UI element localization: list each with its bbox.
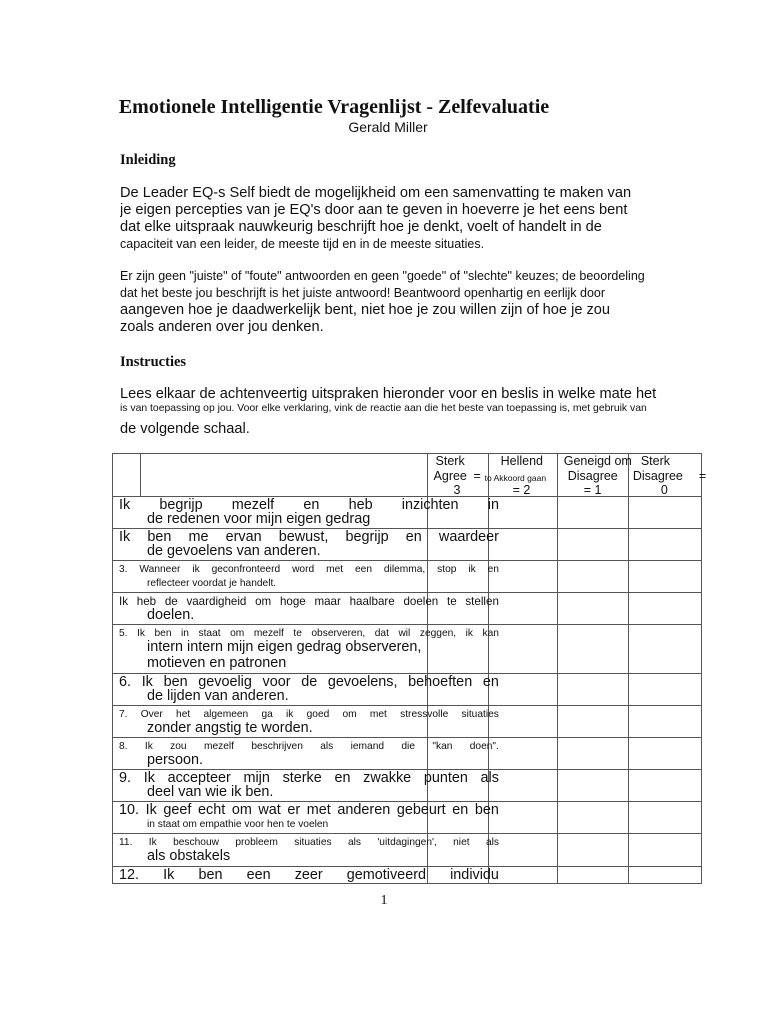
table-row bbox=[113, 593, 702, 625]
statement-word: in bbox=[487, 497, 499, 513]
instructions-line: de volgende schaal. bbox=[120, 421, 250, 437]
statement-word: en bbox=[303, 497, 320, 513]
statement-word: mijn bbox=[243, 770, 270, 786]
statement-word: als bbox=[347, 837, 361, 848]
statement-cell bbox=[113, 770, 499, 802]
statement-word: goed bbox=[306, 709, 330, 720]
statement-word: die bbox=[401, 741, 415, 752]
instructions-line: Lees elkaar de achtenveertig uitspraken hieronder voor en beslis in welke mate het bbox=[120, 386, 657, 402]
statement-cell bbox=[113, 593, 499, 625]
statement-word: 9. bbox=[119, 770, 132, 786]
statement-word: Over bbox=[140, 709, 163, 720]
statement-word: ik bbox=[192, 564, 200, 575]
instructions-line: is van toepassing op jou. Voor elke verklaring, vink de reactie aan die het beste van toepassing is, met gebruik van bbox=[120, 403, 647, 414]
statement-word: bewust, bbox=[278, 529, 329, 545]
statement-word: gevoelig bbox=[198, 674, 252, 690]
statement-word: begrijp bbox=[345, 529, 389, 545]
statement-word: zeer bbox=[294, 867, 323, 883]
statement-word: kan bbox=[482, 628, 499, 639]
table-row bbox=[113, 738, 702, 770]
rating-checkbox-cell[interactable] bbox=[557, 802, 628, 834]
statement-word: situaties bbox=[294, 837, 332, 848]
rating-checkbox-cell[interactable] bbox=[557, 625, 628, 674]
rating-checkbox-cell[interactable] bbox=[628, 561, 701, 593]
rating-checkbox-cell[interactable] bbox=[557, 770, 628, 802]
rating-checkbox-cell[interactable] bbox=[628, 834, 701, 867]
intro-line: je eigen percepties van je EQ's door aan te geven in hoeverre je het eens bent bbox=[120, 202, 628, 218]
statement-word: beschouw bbox=[173, 837, 219, 848]
statement-continuation: doelen. bbox=[147, 607, 195, 623]
statement-word: beschrijven bbox=[251, 741, 303, 752]
statement-word: algemeen bbox=[203, 709, 249, 720]
statement-word: "kan bbox=[432, 741, 453, 752]
statement-word: met bbox=[326, 564, 344, 575]
statement-word: maar bbox=[314, 595, 341, 608]
statement-word: ben bbox=[147, 529, 172, 545]
statement-word: punten bbox=[423, 770, 468, 786]
statement-word: heb bbox=[136, 595, 157, 608]
header-strongly-disagree: Sterk Disagree = 0 bbox=[628, 454, 701, 497]
statement-word: 8. bbox=[119, 741, 128, 752]
statement-word: ben bbox=[154, 628, 172, 639]
statement-word: sterke bbox=[282, 770, 322, 786]
statement-word: het bbox=[176, 709, 191, 720]
table-header-row bbox=[113, 454, 702, 497]
statement-word: gemotiveerd bbox=[346, 867, 426, 883]
statement-word: 'uitdagingen', bbox=[377, 837, 437, 848]
statement-word: Ik bbox=[119, 529, 131, 545]
table-row bbox=[113, 834, 702, 867]
statement-word: mezelf bbox=[231, 497, 275, 513]
statement-word: ervan bbox=[225, 529, 262, 545]
statement-word: ben bbox=[474, 802, 499, 818]
statement-continuation: als obstakels bbox=[147, 848, 231, 864]
statement-word: Ik bbox=[163, 867, 175, 883]
table-row bbox=[113, 867, 702, 884]
statement-word: met bbox=[369, 709, 387, 720]
statement-cell bbox=[113, 529, 499, 561]
statement-word: 7. bbox=[119, 709, 128, 720]
statement-word: Ik bbox=[119, 497, 131, 513]
table-row bbox=[113, 770, 702, 802]
statement-word: Ik bbox=[148, 837, 157, 848]
page-number: 1 bbox=[380, 893, 388, 908]
statement-word: 10. bbox=[119, 802, 140, 818]
statement-line bbox=[119, 803, 499, 818]
author-name: Gerald Miller bbox=[348, 119, 428, 135]
statement-word: te bbox=[293, 628, 302, 639]
statement-word: echt bbox=[198, 802, 226, 818]
header-inclined-agree: Hellend to Akkoord gaan = 2 bbox=[488, 454, 557, 497]
document-title: Emotionele Intelligentie Vragenlijst - Zelfevaluatie bbox=[118, 96, 550, 118]
statement-word: ik bbox=[468, 564, 476, 575]
header-blank-number bbox=[113, 454, 141, 497]
statement-word: in bbox=[181, 628, 189, 639]
statement-word: gebeurt bbox=[396, 802, 446, 818]
header-inclined-disagree: Geneigd om Disagree = 1 bbox=[557, 454, 628, 497]
rating-checkbox-cell[interactable] bbox=[557, 706, 628, 738]
rating-checkbox-cell[interactable] bbox=[628, 770, 701, 802]
statement-word: de bbox=[164, 595, 178, 608]
statement-word: Ik bbox=[143, 770, 155, 786]
statement-word: begrijp bbox=[159, 497, 203, 513]
statement-word: vaardigheid bbox=[186, 595, 247, 608]
statement-word: om bbox=[230, 628, 245, 639]
statement-word: iemand bbox=[350, 741, 385, 752]
rating-checkbox-cell[interactable] bbox=[628, 529, 701, 561]
statement-word: mezelf bbox=[203, 741, 234, 752]
statement-word: Ik bbox=[144, 741, 153, 752]
second-paragraph bbox=[120, 268, 668, 336]
statement-word: anderen bbox=[337, 802, 391, 818]
statement-continuation: reflecteer voordat je handelt. bbox=[147, 578, 277, 589]
statement-word: er bbox=[287, 802, 301, 818]
statement-cell bbox=[113, 738, 499, 770]
rating-checkbox-cell[interactable] bbox=[628, 497, 701, 529]
statement-line bbox=[119, 868, 499, 883]
statement-word: situaties bbox=[461, 709, 499, 720]
statement-word: voor bbox=[262, 674, 291, 690]
statement-continuation: de redenen voor mijn eigen gedrag bbox=[147, 511, 371, 527]
statement-word: 11. bbox=[119, 837, 133, 848]
statement-continuation: zonder angstig te worden. bbox=[147, 720, 313, 736]
statement-word: Ik bbox=[145, 802, 157, 818]
statement-word: geef bbox=[163, 802, 192, 818]
statement-word: word bbox=[292, 564, 315, 575]
header-blank-statement bbox=[141, 454, 427, 497]
statement-word: en bbox=[334, 770, 351, 786]
statement-word: observeren, bbox=[311, 628, 366, 639]
statement-word: ga bbox=[261, 709, 273, 720]
statement-cell bbox=[113, 561, 499, 593]
statement-word: probleem bbox=[235, 837, 278, 848]
statement-word: gevoelens, bbox=[327, 674, 398, 690]
statement-continuation: de gevoelens van anderen. bbox=[147, 543, 321, 559]
statement-word: mezelf bbox=[253, 628, 284, 639]
instructions-paragraph bbox=[120, 386, 668, 438]
statement-word: doelen bbox=[403, 595, 439, 608]
table-row bbox=[113, 674, 702, 706]
statement-continuation: intern intern mijn eigen gedrag observeren, bbox=[147, 639, 422, 655]
statement-word: niet bbox=[453, 837, 470, 848]
second-line: dat het beste jou beschrijft is het juiste antwoord! Beantwoord openhartig en eerlijk door bbox=[120, 286, 606, 300]
rating-checkbox-cell[interactable] bbox=[557, 867, 628, 884]
second-line: Er zijn geen "juiste" of "foute" antwoorden en geen "goede" of "slechte" keuzes; de beoordeling bbox=[120, 269, 645, 283]
statement-word: om bbox=[342, 709, 357, 720]
rating-checkbox-cell[interactable] bbox=[628, 593, 701, 625]
statement-word: inzichten bbox=[401, 497, 459, 513]
rating-checkbox-cell[interactable] bbox=[557, 738, 628, 770]
statement-cell bbox=[113, 674, 499, 706]
heading-instructies: Instructies bbox=[120, 354, 187, 370]
statement-word: als bbox=[480, 770, 499, 786]
statement-cell bbox=[113, 625, 499, 674]
rating-checkbox-cell[interactable] bbox=[557, 834, 628, 867]
second-line: aangeven hoe je daadwerkelijk bent, niet hoe je zou willen zijn of hoe je zou bbox=[120, 302, 611, 318]
table-row bbox=[113, 625, 702, 674]
statement-word: de bbox=[301, 674, 318, 690]
statement-word: individu bbox=[450, 867, 499, 883]
statement-word: stop bbox=[437, 564, 457, 575]
rating-checkbox-cell[interactable] bbox=[628, 706, 701, 738]
statement-cell bbox=[113, 834, 499, 867]
intro-line: capaciteit van een leider, de meeste tijd en in de meeste situaties. bbox=[120, 237, 485, 251]
statement-word: een bbox=[354, 564, 372, 575]
statement-word: me bbox=[188, 529, 209, 545]
statement-word: accepteer bbox=[167, 770, 231, 786]
statement-line bbox=[119, 563, 499, 576]
table-row bbox=[113, 802, 702, 834]
statement-cell bbox=[113, 867, 499, 884]
header-strongly-agree: Sterk Agree = 3 bbox=[427, 454, 488, 497]
statement-continuation: motieven en patronen bbox=[147, 655, 287, 671]
statement-word: 6. bbox=[119, 674, 132, 690]
statement-word: en bbox=[405, 529, 422, 545]
table-row bbox=[113, 497, 702, 529]
statement-word: met bbox=[306, 802, 331, 818]
statement-word: om bbox=[231, 802, 252, 818]
statement-continuation: deel van wie ik ben. bbox=[147, 784, 274, 800]
intro-line: De Leader EQ-s Self biedt de mogelijkheid om een samenvatting te maken van bbox=[120, 185, 632, 201]
statement-word: stellen bbox=[465, 595, 499, 608]
statement-word: en bbox=[482, 674, 499, 690]
statement-word: ik bbox=[286, 709, 294, 720]
statement-word: Ik bbox=[137, 628, 145, 639]
rating-checkbox-cell[interactable] bbox=[557, 593, 628, 625]
statement-cell bbox=[113, 802, 499, 834]
statement-word: stressvolle bbox=[400, 709, 449, 720]
statement-word: Wanneer bbox=[139, 564, 181, 575]
statement-word: ben bbox=[163, 674, 188, 690]
statement-word: doen". bbox=[469, 741, 499, 752]
statement-cell bbox=[113, 497, 499, 529]
statement-word: heb bbox=[348, 497, 373, 513]
statement-word: wil bbox=[398, 628, 411, 639]
rating-checkbox-cell[interactable] bbox=[557, 674, 628, 706]
statement-cell bbox=[113, 706, 499, 738]
statement-word: een bbox=[246, 867, 271, 883]
statement-word: 3. bbox=[119, 564, 128, 575]
table-row bbox=[113, 529, 702, 561]
statement-word: ben bbox=[198, 867, 223, 883]
statement-word: om bbox=[255, 595, 272, 608]
statement-word: hoge bbox=[279, 595, 306, 608]
statement-word: dilemma, bbox=[383, 564, 426, 575]
statement-word: zou bbox=[170, 741, 187, 752]
intro-line: dat elke uitspraak nauwkeurig beschrijft hoe je denkt, voelt of handelt in de bbox=[120, 219, 602, 235]
statement-continuation: persoon. bbox=[147, 752, 204, 768]
rating-checkbox-cell[interactable] bbox=[628, 802, 701, 834]
statement-word: dat bbox=[374, 628, 389, 639]
statement-word: Ik bbox=[141, 674, 153, 690]
table-row bbox=[113, 561, 702, 593]
statement-continuation: in staat om empathie voor hen te voelen bbox=[147, 819, 329, 830]
rating-checkbox-cell[interactable] bbox=[628, 867, 701, 884]
rating-checkbox-cell[interactable] bbox=[557, 497, 628, 529]
second-line: zoals anderen over jou denken. bbox=[120, 319, 324, 335]
rating-checkbox-cell[interactable] bbox=[628, 738, 701, 770]
statement-word: ik bbox=[465, 628, 474, 639]
intro-paragraph bbox=[120, 185, 668, 253]
statement-word: wat bbox=[258, 802, 281, 818]
statement-word: geconfronteerd bbox=[211, 564, 281, 575]
statement-word: zeggen, bbox=[419, 628, 457, 639]
rating-checkbox-cell[interactable] bbox=[628, 674, 701, 706]
table-row bbox=[113, 706, 702, 738]
statement-word: haalbare bbox=[349, 595, 395, 608]
statement-word: Ik bbox=[119, 595, 129, 608]
rating-checkbox-cell[interactable] bbox=[557, 529, 628, 561]
statement-word: behoeften bbox=[408, 674, 473, 690]
heading-inleiding: Inleiding bbox=[120, 152, 176, 168]
statement-word: als bbox=[485, 837, 499, 848]
statement-word: als bbox=[320, 741, 334, 752]
rating-checkbox-cell[interactable] bbox=[557, 561, 628, 593]
statement-word: en bbox=[487, 564, 499, 575]
statement-word: waardeer bbox=[438, 529, 499, 545]
statement-word: staat bbox=[198, 628, 221, 639]
statement-word: 5. bbox=[119, 628, 128, 639]
statement-continuation: de lijden van anderen. bbox=[147, 688, 289, 704]
questionnaire-table bbox=[112, 453, 707, 884]
statement-word: 12. bbox=[119, 867, 140, 883]
statement-word: zwakke bbox=[363, 770, 412, 786]
statements-body bbox=[113, 497, 702, 884]
statement-word: te bbox=[446, 595, 457, 608]
statement-word: en bbox=[452, 802, 469, 818]
rating-checkbox-cell[interactable] bbox=[628, 625, 701, 674]
